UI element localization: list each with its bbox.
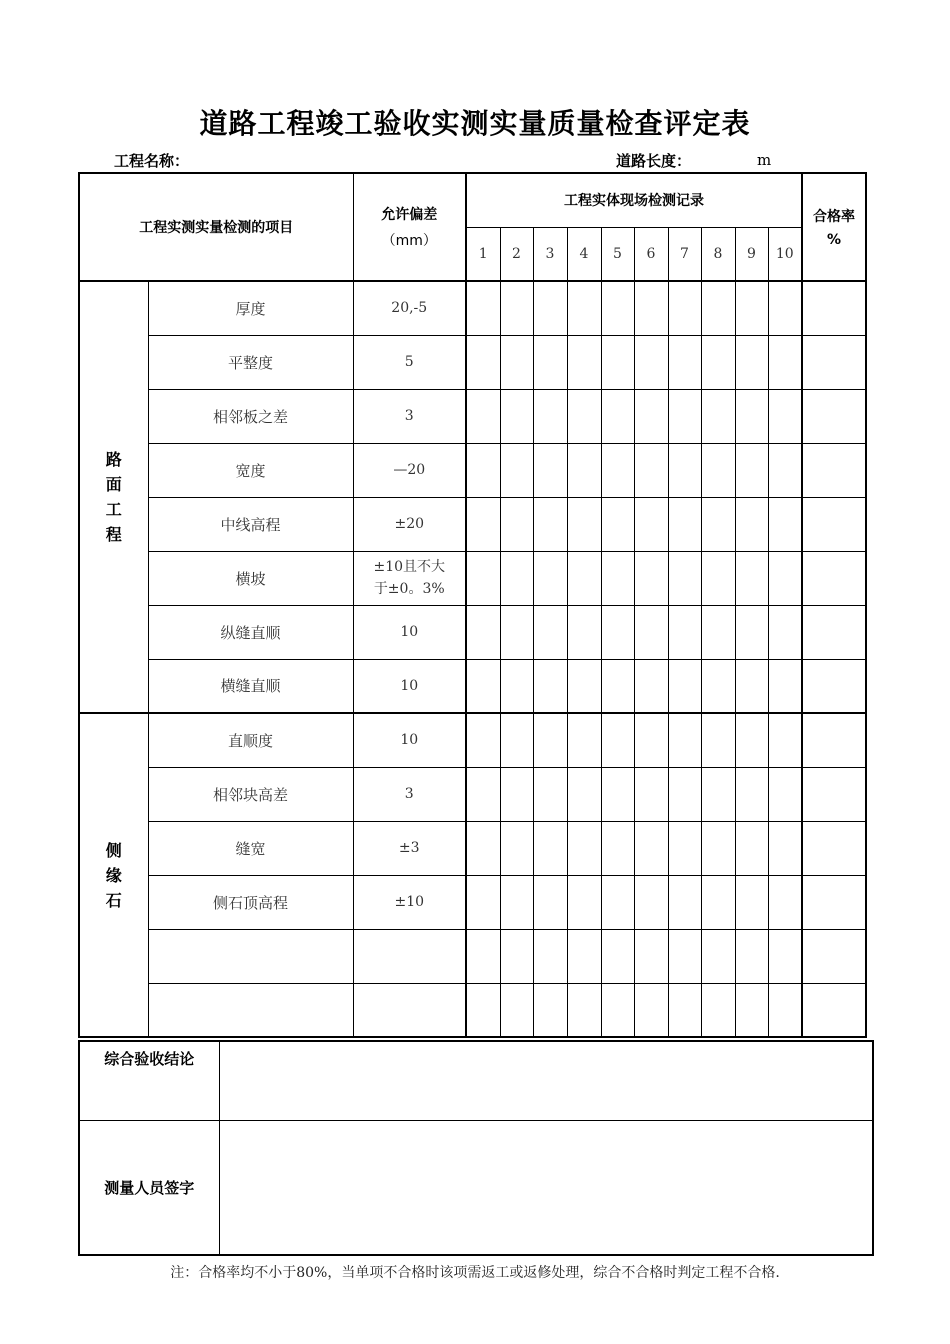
pass-rate-cell[interactable] bbox=[802, 281, 866, 335]
record-cell[interactable] bbox=[634, 605, 668, 659]
pass-rate-cell[interactable] bbox=[802, 497, 866, 551]
table-row bbox=[79, 713, 866, 767]
record-cell[interactable] bbox=[567, 875, 601, 929]
record-cell[interactable] bbox=[601, 389, 634, 443]
record-cell[interactable] bbox=[701, 335, 735, 389]
record-cell[interactable] bbox=[634, 497, 668, 551]
record-number: 5 bbox=[601, 227, 634, 281]
record-cell[interactable] bbox=[634, 929, 668, 983]
record-cell[interactable] bbox=[567, 497, 601, 551]
pass-rate-cell[interactable] bbox=[802, 821, 866, 875]
record-cell[interactable] bbox=[634, 389, 668, 443]
record-cell[interactable] bbox=[701, 497, 735, 551]
tolerance-column-header bbox=[353, 173, 466, 281]
record-cell[interactable] bbox=[735, 551, 768, 605]
record-number: 4 bbox=[567, 227, 601, 281]
record-cell[interactable] bbox=[768, 497, 802, 551]
record-cell[interactable] bbox=[668, 767, 701, 821]
record-cell[interactable] bbox=[634, 983, 668, 1037]
record-cell[interactable] bbox=[634, 875, 668, 929]
record-cell[interactable] bbox=[500, 875, 533, 929]
record-cell[interactable] bbox=[701, 983, 735, 1037]
record-cell[interactable] bbox=[735, 659, 768, 713]
table-row bbox=[79, 605, 866, 659]
pass-rate-cell[interactable] bbox=[802, 551, 866, 605]
item-name: 直顺度 bbox=[148, 713, 353, 767]
tolerance-line: 于±0。3% bbox=[373, 581, 445, 597]
record-cell[interactable] bbox=[466, 659, 500, 713]
table-row bbox=[79, 983, 866, 1037]
record-cell[interactable] bbox=[701, 713, 735, 767]
record-cell[interactable] bbox=[466, 983, 500, 1037]
pass-rate-cell[interactable] bbox=[802, 713, 866, 767]
item-column-header: 工程实测实量检测的项目 bbox=[79, 173, 353, 281]
record-cell[interactable] bbox=[533, 875, 567, 929]
record-cell[interactable] bbox=[768, 767, 802, 821]
record-cell[interactable] bbox=[634, 767, 668, 821]
table-row bbox=[79, 497, 866, 551]
record-cell[interactable] bbox=[567, 443, 601, 497]
record-cell[interactable] bbox=[701, 767, 735, 821]
record-cell[interactable] bbox=[533, 929, 567, 983]
record-cell[interactable] bbox=[500, 929, 533, 983]
record-cell[interactable] bbox=[533, 821, 567, 875]
tolerance-value: ±10 bbox=[353, 875, 466, 929]
record-cell[interactable] bbox=[533, 389, 567, 443]
record-number: 6 bbox=[634, 227, 668, 281]
record-cell[interactable] bbox=[701, 551, 735, 605]
record-cell[interactable] bbox=[466, 389, 500, 443]
record-cell[interactable] bbox=[533, 605, 567, 659]
record-cell[interactable] bbox=[601, 983, 634, 1037]
record-cell[interactable] bbox=[500, 551, 533, 605]
tolerance-value: 5 bbox=[353, 335, 466, 389]
record-cell[interactable] bbox=[567, 605, 601, 659]
record-cell[interactable] bbox=[466, 335, 500, 389]
record-cell[interactable] bbox=[601, 821, 634, 875]
record-number: 8 bbox=[701, 227, 735, 281]
record-cell[interactable] bbox=[601, 929, 634, 983]
table-row bbox=[79, 281, 866, 335]
record-cell[interactable] bbox=[634, 443, 668, 497]
record-cell[interactable] bbox=[601, 443, 634, 497]
record-cell[interactable] bbox=[634, 713, 668, 767]
record-cell[interactable] bbox=[533, 335, 567, 389]
record-cell[interactable] bbox=[735, 713, 768, 767]
project-name-label: 工程名称： bbox=[114, 152, 190, 170]
tolerance-value: 20,-5 bbox=[353, 281, 466, 335]
item-name: 横缝直顺 bbox=[148, 659, 353, 713]
table-row bbox=[79, 389, 866, 443]
record-cell[interactable] bbox=[735, 281, 768, 335]
record-cell[interactable] bbox=[567, 281, 601, 335]
record-cell[interactable] bbox=[701, 605, 735, 659]
record-cell[interactable] bbox=[768, 821, 802, 875]
category-char: 缘 bbox=[105, 865, 122, 885]
record-cell[interactable] bbox=[735, 497, 768, 551]
category-cell bbox=[79, 713, 148, 1037]
pass-rate-cell[interactable] bbox=[802, 659, 866, 713]
item-name: 宽度 bbox=[148, 443, 353, 497]
record-cell[interactable] bbox=[701, 443, 735, 497]
item-name: 横坡 bbox=[148, 551, 353, 605]
category-char: 石 bbox=[105, 890, 122, 910]
record-cell[interactable] bbox=[500, 659, 533, 713]
category-char: 程 bbox=[105, 525, 122, 544]
record-cell[interactable] bbox=[768, 713, 802, 767]
record-cell[interactable] bbox=[500, 713, 533, 767]
record-cell[interactable] bbox=[466, 821, 500, 875]
record-cell[interactable] bbox=[735, 443, 768, 497]
record-cell[interactable] bbox=[634, 335, 668, 389]
tolerance-value: 10 bbox=[353, 605, 466, 659]
record-cell[interactable] bbox=[500, 497, 533, 551]
category-cell bbox=[79, 281, 148, 713]
record-cell[interactable] bbox=[533, 443, 567, 497]
tolerance-header-line2: （mm） bbox=[381, 233, 437, 249]
item-name: 平整度 bbox=[148, 335, 353, 389]
record-cell[interactable] bbox=[533, 659, 567, 713]
item-name: 厚度 bbox=[148, 281, 353, 335]
record-number: 1 bbox=[466, 227, 500, 281]
record-cell[interactable] bbox=[500, 281, 533, 335]
record-cell[interactable] bbox=[601, 605, 634, 659]
record-cell[interactable] bbox=[567, 659, 601, 713]
tolerance-value: 10 bbox=[353, 713, 466, 767]
table-row bbox=[79, 875, 866, 929]
record-cell[interactable] bbox=[500, 335, 533, 389]
tolerance-value: —20 bbox=[353, 443, 466, 497]
tolerance-line: ±10且不大 bbox=[373, 559, 446, 575]
record-cell[interactable] bbox=[567, 389, 601, 443]
record-cell[interactable] bbox=[668, 713, 701, 767]
record-cell[interactable] bbox=[735, 767, 768, 821]
conclusion-label: 综合验收结论 bbox=[79, 1041, 219, 1120]
road-length-unit: m bbox=[757, 151, 772, 169]
record-cell[interactable] bbox=[634, 551, 668, 605]
record-cell[interactable] bbox=[668, 497, 701, 551]
item-name: 相邻板之差 bbox=[148, 389, 353, 443]
pass-rate-cell[interactable] bbox=[802, 443, 866, 497]
tolerance-value bbox=[353, 551, 466, 605]
page-title: 道路工程竣工验收实测实量质量检查评定表 bbox=[199, 107, 751, 140]
record-cell[interactable] bbox=[701, 929, 735, 983]
category-char: 路 bbox=[105, 450, 122, 469]
record-cell[interactable] bbox=[466, 497, 500, 551]
record-cell[interactable] bbox=[668, 281, 701, 335]
record-cell[interactable] bbox=[735, 389, 768, 443]
record-cell[interactable] bbox=[768, 929, 802, 983]
record-cell[interactable] bbox=[768, 281, 802, 335]
record-cell[interactable] bbox=[601, 767, 634, 821]
category-char: 工 bbox=[105, 500, 122, 519]
record-cell[interactable] bbox=[567, 929, 601, 983]
conclusion-field[interactable] bbox=[219, 1041, 873, 1120]
record-cell[interactable] bbox=[768, 605, 802, 659]
table-row bbox=[79, 929, 866, 983]
record-cell[interactable] bbox=[601, 335, 634, 389]
record-cell[interactable] bbox=[567, 335, 601, 389]
record-cell[interactable] bbox=[735, 929, 768, 983]
record-cell[interactable] bbox=[701, 875, 735, 929]
footnote: 注：合格率均不小于80%，当单项不合格时该项需返工或返修处理，综合不合格时判定工程不合格. bbox=[170, 1265, 780, 1281]
record-cell[interactable] bbox=[533, 713, 567, 767]
record-cell[interactable] bbox=[533, 767, 567, 821]
record-cell[interactable] bbox=[668, 443, 701, 497]
record-cell[interactable] bbox=[768, 551, 802, 605]
tolerance-value bbox=[353, 929, 466, 983]
record-cell[interactable] bbox=[567, 713, 601, 767]
record-cell[interactable] bbox=[500, 983, 533, 1037]
record-cell[interactable] bbox=[533, 551, 567, 605]
record-cell[interactable] bbox=[735, 605, 768, 659]
record-cell[interactable] bbox=[701, 389, 735, 443]
tolerance-value: 10 bbox=[353, 659, 466, 713]
record-cell[interactable] bbox=[701, 659, 735, 713]
record-cell[interactable] bbox=[533, 497, 567, 551]
item-name: 缝宽 bbox=[148, 821, 353, 875]
category-char: 侧 bbox=[105, 840, 122, 860]
pass-rate-cell[interactable] bbox=[802, 389, 866, 443]
pass-rate-cell[interactable] bbox=[802, 605, 866, 659]
record-cell[interactable] bbox=[601, 875, 634, 929]
tolerance-value: ±20 bbox=[353, 497, 466, 551]
item-name: 侧石顶高程 bbox=[148, 875, 353, 929]
record-cell[interactable] bbox=[533, 281, 567, 335]
item-name: 中线高程 bbox=[148, 497, 353, 551]
record-cell[interactable] bbox=[634, 281, 668, 335]
record-cell[interactable] bbox=[735, 983, 768, 1037]
record-cell[interactable] bbox=[668, 659, 701, 713]
record-cell[interactable] bbox=[634, 659, 668, 713]
record-cell[interactable] bbox=[701, 821, 735, 875]
road-length-label: 道路长度： bbox=[616, 152, 692, 170]
item-name: 相邻块高差 bbox=[148, 767, 353, 821]
tolerance-value: 3 bbox=[353, 389, 466, 443]
category-char: 面 bbox=[105, 475, 122, 494]
record-cell[interactable] bbox=[500, 389, 533, 443]
record-cell[interactable] bbox=[601, 659, 634, 713]
record-cell[interactable] bbox=[735, 875, 768, 929]
summary-table bbox=[78, 1040, 874, 1256]
item-name bbox=[148, 983, 353, 1037]
record-number: 3 bbox=[533, 227, 567, 281]
record-cell[interactable] bbox=[768, 659, 802, 713]
pass-rate-header-line1: 合格率 bbox=[813, 209, 855, 225]
table-row bbox=[79, 443, 866, 497]
record-cell[interactable] bbox=[634, 821, 668, 875]
tolerance-value bbox=[353, 983, 466, 1037]
record-cell[interactable] bbox=[768, 443, 802, 497]
record-cell[interactable] bbox=[768, 335, 802, 389]
record-cell[interactable] bbox=[601, 551, 634, 605]
record-cell[interactable] bbox=[466, 767, 500, 821]
record-cell[interactable] bbox=[668, 605, 701, 659]
table-row bbox=[79, 335, 866, 389]
item-name bbox=[148, 929, 353, 983]
tolerance-value: 3 bbox=[353, 767, 466, 821]
record-number: 9 bbox=[735, 227, 768, 281]
table-row bbox=[79, 767, 866, 821]
pass-rate-cell[interactable] bbox=[802, 929, 866, 983]
record-cell[interactable] bbox=[668, 821, 701, 875]
pass-rate-column-header bbox=[802, 173, 866, 281]
record-cell[interactable] bbox=[466, 605, 500, 659]
tolerance-header-line1: 允许偏差 bbox=[381, 207, 438, 223]
record-cell[interactable] bbox=[466, 281, 500, 335]
record-cell[interactable] bbox=[701, 281, 735, 335]
record-cell[interactable] bbox=[466, 875, 500, 929]
record-cell[interactable] bbox=[601, 713, 634, 767]
record-cell[interactable] bbox=[567, 551, 601, 605]
record-cell[interactable] bbox=[668, 875, 701, 929]
record-cell[interactable] bbox=[567, 767, 601, 821]
record-cell[interactable] bbox=[768, 983, 802, 1037]
table-row bbox=[79, 551, 866, 605]
pass-rate-cell[interactable] bbox=[802, 983, 866, 1037]
item-name: 纵缝直顺 bbox=[148, 605, 353, 659]
record-cell[interactable] bbox=[668, 983, 701, 1037]
record-cell[interactable] bbox=[768, 389, 802, 443]
record-cell[interactable] bbox=[668, 335, 701, 389]
record-cell[interactable] bbox=[500, 767, 533, 821]
record-cell[interactable] bbox=[735, 335, 768, 389]
record-number: 7 bbox=[668, 227, 701, 281]
table-row bbox=[79, 821, 866, 875]
pass-rate-cell[interactable] bbox=[802, 767, 866, 821]
record-cell[interactable] bbox=[466, 443, 500, 497]
pass-rate-cell[interactable] bbox=[802, 335, 866, 389]
record-cell[interactable] bbox=[735, 821, 768, 875]
signature-label: 测量人员签字 bbox=[79, 1120, 219, 1255]
record-cell[interactable] bbox=[466, 551, 500, 605]
record-cell[interactable] bbox=[500, 443, 533, 497]
table-row bbox=[79, 659, 866, 713]
tolerance-value: ±3 bbox=[353, 821, 466, 875]
record-cell[interactable] bbox=[533, 983, 567, 1037]
record-number: 10 bbox=[768, 227, 802, 281]
record-cell[interactable] bbox=[668, 389, 701, 443]
record-number: 2 bbox=[500, 227, 533, 281]
pass-rate-cell[interactable] bbox=[802, 875, 866, 929]
record-cell[interactable] bbox=[500, 605, 533, 659]
record-cell[interactable] bbox=[668, 551, 701, 605]
record-cell[interactable] bbox=[768, 875, 802, 929]
record-cell[interactable] bbox=[601, 281, 634, 335]
signature-field[interactable] bbox=[219, 1120, 873, 1255]
record-column-header: 工程实体现场检测记录 bbox=[466, 173, 802, 227]
record-cell[interactable] bbox=[567, 983, 601, 1037]
pass-rate-header-line2: % bbox=[826, 232, 842, 248]
record-cell[interactable] bbox=[466, 929, 500, 983]
record-cell[interactable] bbox=[500, 821, 533, 875]
record-cell[interactable] bbox=[567, 821, 601, 875]
record-cell[interactable] bbox=[466, 713, 500, 767]
record-cell[interactable] bbox=[668, 929, 701, 983]
record-cell[interactable] bbox=[601, 497, 634, 551]
inspection-table bbox=[78, 172, 867, 1038]
